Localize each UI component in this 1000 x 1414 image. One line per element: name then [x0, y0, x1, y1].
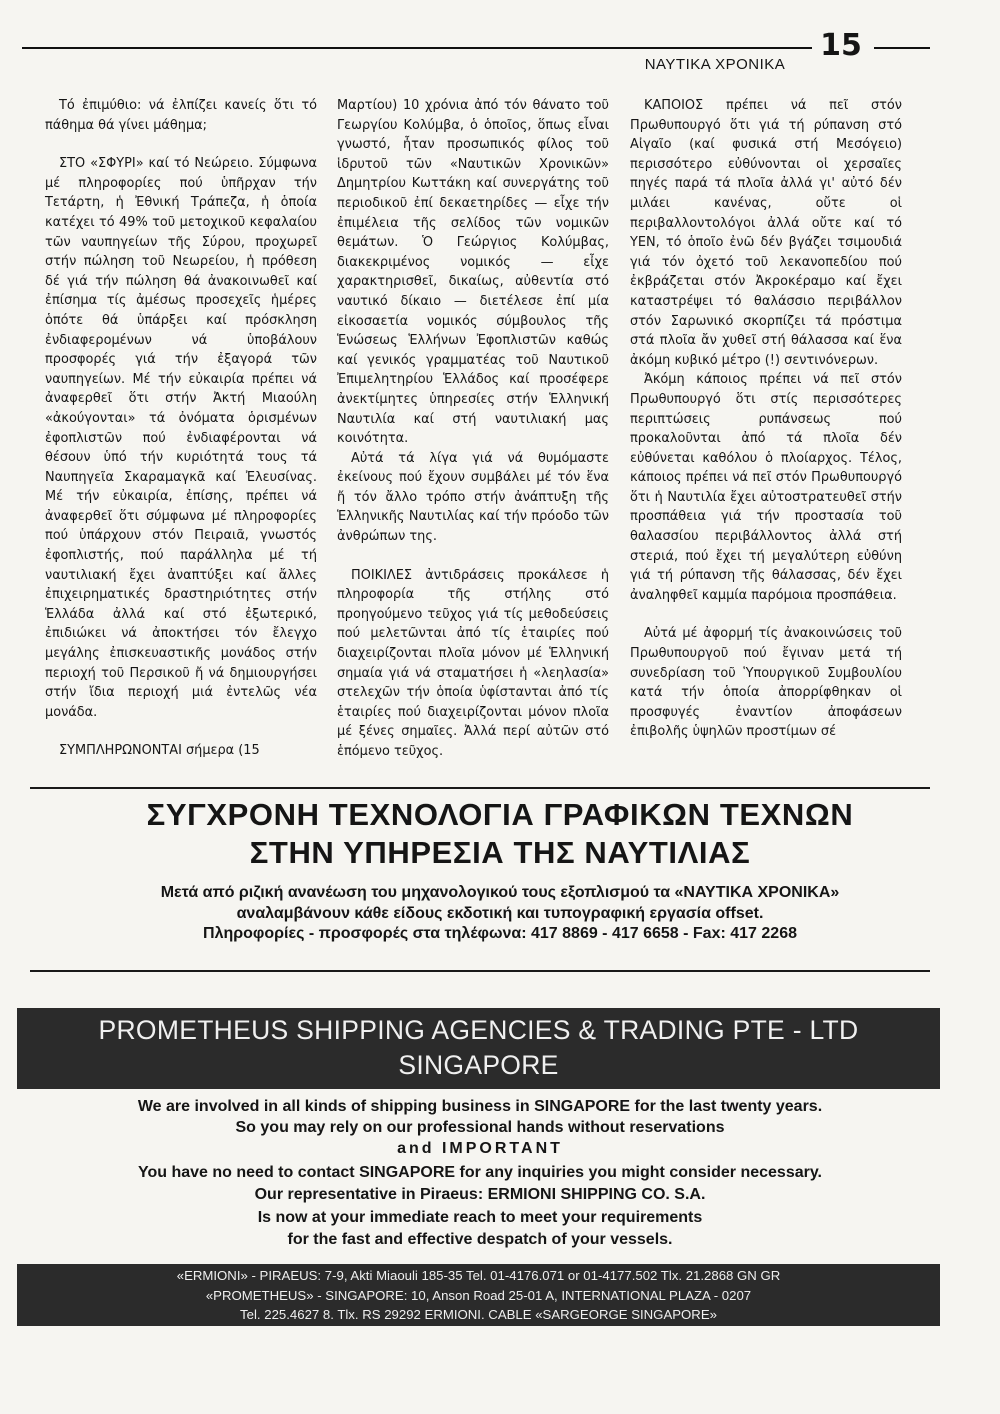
- footer-telephone: Tel. 225.4627 8. Tlx. RS 29292 ERMIONI. CABLE «SARGEORGE SINGAPORE»: [240, 1307, 717, 1322]
- footer-address-piraeus: «ERMIONI» - PIRAEUS: 7-9, Akti Miaouli 185-35 Tel. 01-4176.071 or 01-4177.502 Tlx. 21.2868 GN GR: [176, 1268, 781, 1283]
- ad-graphics-title-line1: ΣΥΓΧΡΟΝΗ ΤΕΧΝΟΛΟΓΙΑ ΓΡΑΦΙΚΩΝ ΤΕΧΝΩΝ: [146, 797, 854, 832]
- divider-rule: [30, 787, 930, 789]
- paragraph: ΣΤΟ «ΣΦΥΡΙ» καί τό Νεώρειο. Σύμφωνα μέ πληροφορίες πού ὑπῆρχαν τήν Τετάρτη, ἡ Ἐθνική Τράπεζα, ἡ ὁποία κατέχει τό 49% τοῦ μετοχικοῦ κεφαλαίου τῶν ναυπηγείων τῆς Σύρου, προχωρεῖ στήν πώληση τοῦ Νεωρείου, ἡ πρόθεση δέ γιά τήν πώληση θά ἀνακοινωθεῖ καί ἐπίσημα τίς ἀμέσως προσεχεῖς ἡμέρες ὁπότε θά ὑπάρξει καί πρόσκληση ἐνδιαφερομένων νά ὑποβάλουν προσφορές γιά τήν ἐξαγορά τῶν ναυπηγείων. Μέ τήν εὐκαιρία πρέπει νά ἀναφερθεῖ ὅτι στήν Ἀκτή Μιαούλη «ἀκούγονται» τά ὀνόματα ὁρισμένων ἐφοπλιστῶν πού ἐνδιαφέρονται νά θέσουν ὑπό τήν κυριότητά τους τά Ναυπηγεῖα Σκαραμαγκᾶ καί Ἐλευσίνας. Μέ τήν εὐκαιρία, ἐπίσης, πρέπει νά ἀναφερθεῖ ὅτι σύμφωνα μέ πληροφορίες πού ὑπάρχουν στόν Πειραιᾶ, γνωστός ἐφοπλιστής, πού παράλληλα μέ τή ναυτιλιακή ἔχει ἀναπτύξει καί ἄλλες ἐπιχειρηματικές δραστηριότητες στήν Ἑλλάδα ἀλλά καί στό ἐξωτερικό, ἐπιδιώκει νά ἀποκτήσει τόν ἔλεγχο μεγάλης ἐπισκευαστικῆς μονάδος στήν περιοχή τοῦ Περσικοῦ ἤ νά δημιουργήσει στήν ἴδια περιοχή μιά ἐντελῶς νέα μονάδα.: [45, 156, 317, 720]
- prometheus-text-line: We are involved in all kinds of shipping business in SINGAPORE for the last twenty years.: [137, 1098, 823, 1115]
- prometheus-banner: [17, 1008, 940, 1089]
- paragraph: ΠΟΙΚΙΛΕΣ ἀντιδράσεις προκάλεσε ἡ πληροφορία τῆς στήλης στό προηγούμενο τεῦχος γιά τίς μεθοδεύσεις πού μελετῶνται ἀπό τίς ἑταιρίες πού διαχειρίζονται πλοῖα μόνον μέ Ἑλληνική σημαία γιά νά σταματήσει ἡ «λεηλασία» στελεχῶν τήν ὁποία ὑφίστανται ἀπό τίς ἑταιρίες πού διαχειρίζονται μόνον πλοῖα μέ ξένες σημαῖες. Ἀλλά περί αὐτῶν στό ἑπόμενο τεῦχος.: [337, 567, 609, 759]
- paragraph: ΚΑΠΟΙΟΣ πρέπει νά πεῖ στόν Πρωθυπουργό ὅτι γιά τή ρύπανση στό Αἰγαῖο (καί φυσικά στή Μεσόγειο) περισσότερο εὐθύνονται οἱ χερσαῖες πηγές παρά τά πλοῖα ἀλλά γι' αὐτό δέν μιλάει κανένας, οὔτε οἱ περιβαλλοντολόγοι ἀλλά οὔτε καί τό ΥΕΝ, τό ὁποῖο ἐνῶ δέν βγάζει τσιμουδιά γιά τόν ὀχετό τοῦ λεκανοπεδίου πού ἐκβράζεται στόν Ἀκροκέραμο καί ἔχει καταστρέψει τό θαλάσσιο περιβάλλον στόν Σαρωνικό σκορπίζει τά πρόστιμα στά πλοῖα ἄν χυθεῖ στή θάλασσα καί ἕνα ἀκόμη κυβικό μέτρο (!) σεντινόνερων.: [630, 98, 902, 368]
- prometheus-text-line: So you may rely on our professional hands without reservations: [235, 1119, 725, 1136]
- ad-graphics-text-line1: Μετά από ριζική ανανέωση του μηχανολογικού τους εξοπλισμού τα «ΝΑΥΤΙΚΑ ΧΡΟΝΙΚΑ»: [160, 884, 840, 901]
- ad-graphics-text-line2: αναλαμβάνουν κάθε είδους εκδοτική και τυπογραφική εργασία offset.: [236, 905, 764, 922]
- paragraph: Αὐτά τά λίγα γιά νά θυμόμαστε ἐκείνους πού ἔχουν συμβάλει μέ τόν ἕνα ἤ τόν ἄλλο τρόπο στήν ἀνάπτυξη τῆς Ἑλληνικῆς Ναυτιλίας καί τήν πρόοδο τῶν ἀνθρώπων της.: [337, 450, 609, 545]
- paragraph: ΣΥΜΠΛΗΡΩΝΟΝΤΑΙ σήμερα (15: [59, 743, 260, 759]
- paragraph: Τό ἐπιμύθιο: νά ἐλπίζει κανείς ὅτι τό πάθημα θά γίνει μάθημα;: [45, 98, 317, 133]
- paragraph: Μαρτίου) 10 χρόνια ἀπό τόν θάνατο τοῦ Γεωργίου Κολύμβα, ὁ ὁποῖος, ὅπως εἶναι γνωστό, ἦταν προσωπικός φίλος τοῦ ἱδρυτοῦ τῶν «Ναυτικῶν Χρονικῶν» Δημητρίου Κωττάκη καί συνεργάτης τοῦ περιοδικοῦ ἐπί δεκαετηρίδες — εἶχε τήν ἐπιμέλεια τῆς σελίδος τῶν νομικῶν θεμάτων. Ὁ Γεώργιος Κολύμβας, διακεκριμένος νομικός — εἶχε χαρακτηρισθεῖ, δικαίως, αὐθεντία στό ναυτικό δίκαιο — διετέλεσε ἐπί μία εἰκοσαετία νομικός σύμβουλος τῆς Ἑνώσεως Ἑλλήνων Ἐφοπλιστῶν καθώς καί γενικός γραμματέας τοῦ Ναυτικοῦ Ἐπιμελητηρίου Ἑλλάδος καί προσέφερε ἀνεκτίμητες ὑπηρεσίες στήν Ἑλληνική Ναυτιλία καί στή ναυτιλιακή μας κοινότητα.: [337, 98, 609, 447]
- masthead-title: ΝΑΥΤΙΚΑ ΧΡΟΝΙΚΑ: [644, 56, 786, 73]
- article-column-1: [45, 96, 317, 761]
- page-number: 15: [820, 28, 862, 63]
- prometheus-text-line: and IMPORTANT: [397, 1140, 563, 1157]
- prometheus-text-line: Our representative in Piraeus: ERMIONI SHIPPING CO. S.A.: [254, 1186, 706, 1203]
- divider-rule: [30, 970, 930, 972]
- paragraph: Αὐτά μέ ἀφορμή τίς ἀνακοινώσεις τοῦ Πρωθυπουργοῦ πού ἔγιναν μετά τή συνεδρίαση τοῦ Ὑπουργικοῦ Συμβουλίου κατά τήν ὁποία ἀπορρίφθηκαν οἱ προσφυγές ἐναντίον ἀποφάσεων ἐπιβολῆς ὑψηλῶν προστίμων σέ: [630, 626, 902, 740]
- prometheus-text-line: You have no need to contact SINGAPORE for any inquiries you might consider necessary.: [138, 1164, 822, 1181]
- banner-city: SINGAPORE: [398, 1050, 559, 1080]
- prometheus-text-line: Is now at your immediate reach to meet your requirements: [257, 1209, 703, 1226]
- header-rule-left: [22, 47, 812, 49]
- footer-address-singapore: «PROMETHEUS» - SINGAPORE: 10, Anson Road 25-01 A, INTERNATIONAL PLAZA - 0207: [205, 1287, 752, 1303]
- ad-graphics-title-line2: ΣΤΗΝ ΥΠΗΡΕΣΙΑ ΤΗΣ ΝΑΥΤΙΛΙΑΣ: [249, 835, 751, 870]
- ad-graphics-text-line3: Πληροφορίες - προσφορές στα τηλέφωνα: 417 8869 - 417 6658 - Fax: 417 2268: [203, 925, 797, 942]
- prometheus-text-line: for the fast and effective despatch of your vessels.: [287, 1231, 673, 1248]
- header-rule-right: [874, 47, 930, 49]
- article-column-3: [630, 96, 902, 742]
- prometheus-contact-footer: [17, 1264, 940, 1326]
- banner-company-name: PROMETHEUS SHIPPING AGENCIES & TRADING PTE - LTD: [98, 1015, 859, 1045]
- paragraph: Ἀκόμη κάποιος πρέπει νά πεῖ στόν Πρωθυπουργό ὅτι στίς περισσότερες περιπτώσεις ρυπάνσεως πού προκαλοῦνται ἀπό τά πλοῖα δέν εὐθύνεται καθόλου ὁ πλοίαρχος. Τέλος, κάποιος πρέπει νά πεῖ στόν Πρωθυπουργό ὅτι ἡ Ναυτιλία ἔχει αὐτοστρατευθεῖ στήν προσπάθεια γιά τήν προστασία τοῦ θαλασσίου περιβάλλοντος ἀλλά στή στεριά, πού ἔχει τή μεγαλύτερη εὐθύνη γιά τή ρύπανση τῆς θάλασσας, δέν ἔχει ἀναληφθεῖ καμμία παρόμοια προσπάθεια.: [630, 372, 902, 603]
- article-column-2: [337, 96, 609, 762]
